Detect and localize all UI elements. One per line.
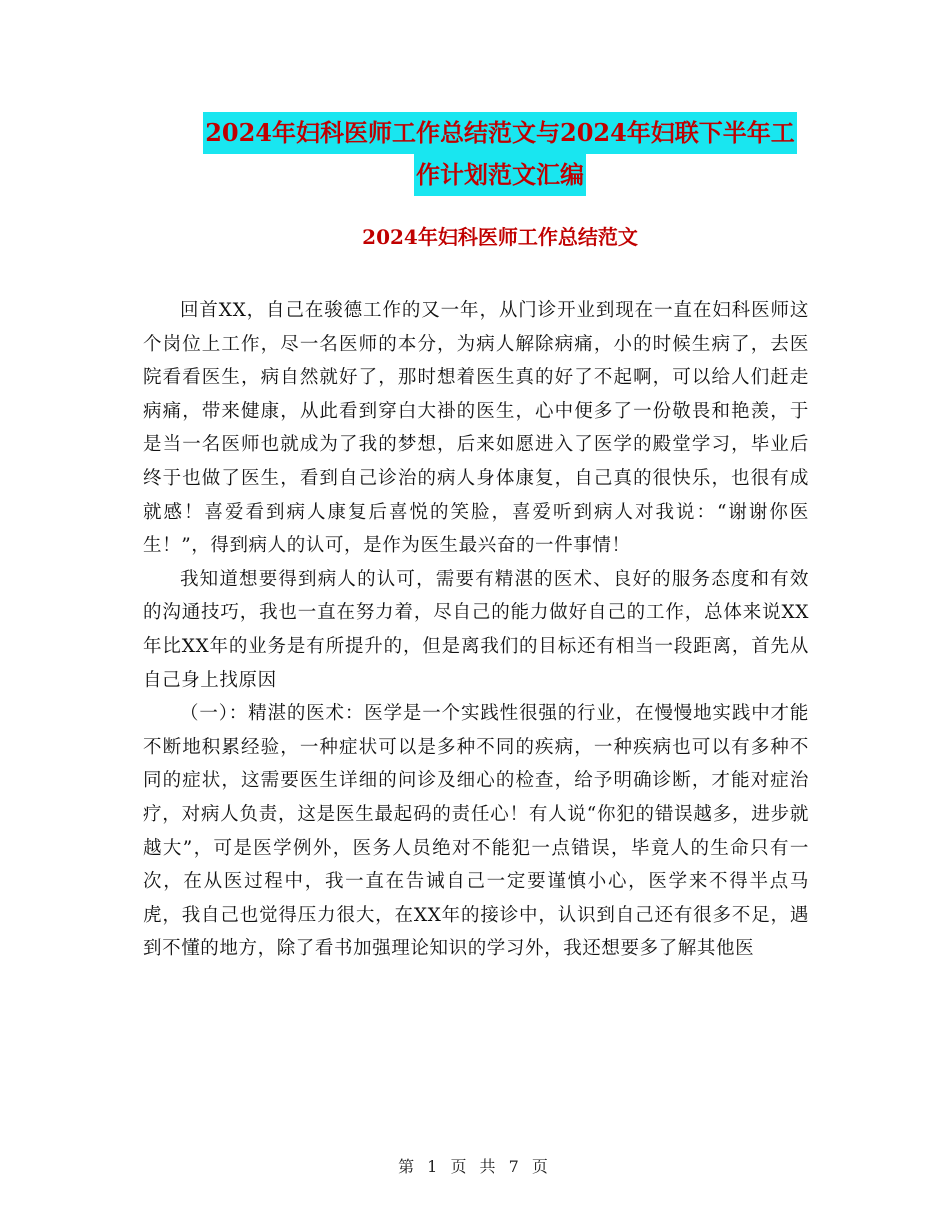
title-line-2: 作计划范文汇编 [414, 154, 586, 196]
page-footer: 第 1 页 共 7 页 [398, 1157, 552, 1176]
paragraph-3: （一）：精湛的医术：医学是一个实践性很强的行业，在慢慢地实践中才能不断地积累经验，一种症状可以是多种不同的疾病，一种疾病也可以有多种不同的症状，这需要医生详细的问诊及细心的检查，给予明确诊断，才能对症治疗，对病人负责，这是医生最起码的责任心！有人说“你犯的错误越多，进步就越大”，可是医学例外，医务人员绝对不能犯一点错误，毕竟人的生命只有一次，在从医过程中，我一直在告诫自己一定要谨慎小心，医学来不得半点马虎，我自己也觉得压力很大，在XX年的接诊中，认识到自己还有很多不足，遇到不懂的地方，除了看书加强理论知识的学习外，我还想要多了解其他医 [143, 703, 809, 960]
section-title: 2024年妇科医师工作总结范文 [362, 225, 638, 249]
document-title [130, 112, 870, 196]
document-body [143, 294, 809, 966]
title-line-1: 2024年妇科医师工作总结范文与2024年妇联下半年工 [203, 112, 797, 154]
paragraph-1: 回首XX，自己在骏德工作的又一年，从门诊开业到现在一直在妇科医师这个岗位上工作，尽一名医师的本分，为病人解除病痛，小的时候生病了，去医院看看医生，病自然就好了，那时想着医生真的好了不起啊，可以给人们赶走病痛，带来健康，从此看到穿白大褂的医生，心中便多了一份敬畏和艳羡，于是当一名医师也就成为了我的梦想，后来如愿进入了医学的殿堂学习，毕业后终于也做了医生，看到自己诊治的病人身体康复，自己真的很快乐，也很有成就感！喜爱看到病人康复后喜悦的笑脸，喜爱听到病人对我说：“谢谢你医生！”，得到病人的认可，是作为医生最兴奋的一件事情！ [143, 300, 809, 557]
paragraph-2: 我知道想要得到病人的认可，需要有精湛的医术、良好的服务态度和有效的沟通技巧，我也一直在努力着，尽自己的能力做好自己的工作，总体来说XX年比XX年的业务是有所提升的，但是离我们的目标还有相当一段距离，首先从自己身上找原因 [143, 568, 809, 691]
